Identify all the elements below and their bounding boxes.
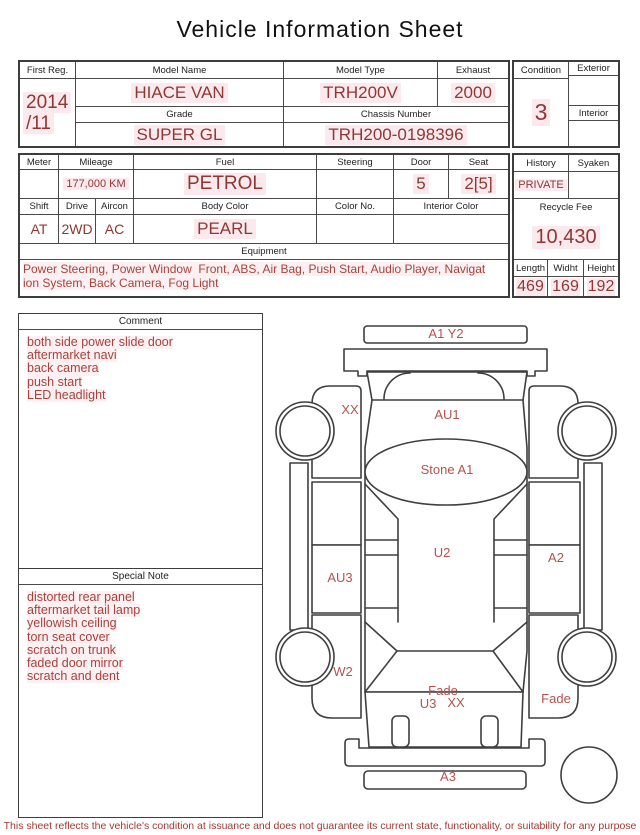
width-label: Widht [548, 260, 584, 277]
interior-color-value [394, 215, 508, 244]
page-title: Vehicle Information Sheet [176, 16, 464, 42]
body-color-value: PEARL [134, 215, 317, 244]
interior-value [569, 121, 618, 146]
list-item: faded door mirror [27, 656, 123, 671]
door-value: 5 [394, 170, 449, 199]
list-item: scratch and dent [27, 669, 120, 684]
steering-value [317, 170, 394, 199]
comment-box [18, 313, 263, 570]
diagram-label-front-bar: A1 Y2 [428, 326, 464, 341]
list-item: Power Steering, Power Window Front, ABS, Air Bag, Push Start, Audio Player, Navigat [23, 262, 486, 276]
model-type-value: TRH200V [284, 79, 438, 107]
mileage-label: Mileage [59, 155, 134, 170]
chassis-number-value: TRH200-0198396 [284, 123, 508, 146]
seat-label: Seat [449, 155, 508, 170]
list-item: LED headlight [27, 387, 106, 402]
comment-list [19, 330, 262, 408]
exterior-label: Exterior [569, 62, 618, 76]
grade-value: SUPER GL [76, 123, 284, 146]
first-reg-label: First Reg. [20, 62, 76, 79]
exterior-value [569, 76, 618, 106]
exhaust-value: 2000 [438, 79, 508, 107]
list-item: yellowish ceiling [27, 616, 117, 631]
condition-value: 3 [514, 79, 569, 146]
specs-table [18, 153, 510, 298]
fuel-value: PETROL [134, 170, 317, 199]
diagram-label-w2: W2 [333, 664, 353, 679]
length-value: 469 [514, 277, 548, 296]
special-note-label: Special Note [19, 569, 262, 585]
condition-label: Condition [514, 62, 569, 79]
color-no-label: Color No. [317, 199, 394, 215]
model-identification-table [18, 60, 510, 148]
syaken-value [569, 172, 618, 199]
interior-label: Interior [569, 106, 618, 121]
diagram-label-a2: A2 [548, 550, 564, 565]
length-label: Length [514, 260, 548, 277]
diagram-label-stone-a1: Stone A1 [420, 462, 474, 477]
door-label: Door [394, 155, 449, 170]
first-reg-year: 2014 [23, 92, 71, 113]
diagram-label-rear-fade: Fade [428, 683, 458, 698]
meter-value [20, 170, 59, 199]
list-item: back camera [27, 361, 99, 376]
recycle-fee-value: 10,430 [514, 215, 618, 260]
disclaimer-text: This sheet reflects the vehicle's condition at issuance and does not guarantee its current state, functionality, or suitability for any purpose [3, 820, 637, 832]
shift-value: AT [20, 215, 59, 244]
steering-label: Steering [317, 155, 394, 170]
list-item: push start [27, 374, 82, 389]
first-reg-month: /11 [23, 113, 54, 134]
seat-value: 2[5] [449, 170, 508, 199]
list-item: aftermarket tail lamp [27, 603, 141, 618]
model-name-value: HIACE VAN [76, 79, 284, 107]
history-value: PRIVATE [514, 172, 569, 199]
first-reg-value [20, 79, 76, 146]
fuel-label: Fuel [134, 155, 317, 170]
equipment-value [20, 260, 508, 296]
history-label: History [514, 155, 569, 172]
body-color-label: Body Color [134, 199, 317, 215]
drive-value: 2WD [59, 215, 96, 244]
shift-label: Shift [20, 199, 59, 215]
condition-table [512, 60, 620, 148]
meter-label: Meter [20, 155, 59, 170]
list-item: aftermarket navi [27, 348, 117, 363]
aircon-value: AC [96, 215, 134, 244]
diagram-label-au3: AU3 [327, 570, 353, 585]
recycle-fee-label: Recycle Fee [539, 201, 593, 213]
diagram-label-right-fade: Fade [541, 691, 571, 706]
special-note-box [18, 568, 263, 818]
comment-label: Comment [19, 314, 262, 330]
diagram-label-u3: U3 [419, 696, 437, 711]
vehicle-diagram [265, 305, 640, 830]
model-name-label: Model Name [76, 62, 284, 79]
diagram-label-rear-xx: XX [447, 695, 465, 710]
diagram-label-a3: A3 [440, 769, 456, 784]
equipment-label: Equipment [20, 244, 508, 260]
special-note-list [19, 585, 262, 689]
diagram-label-u2: U2 [433, 545, 451, 560]
mileage-value: 177,000 KM [59, 170, 134, 199]
model-type-label: Model Type [284, 62, 438, 79]
color-no-value [317, 215, 394, 244]
list-item: distorted rear panel [27, 590, 135, 604]
syaken-label: Syaken [569, 155, 618, 172]
grade-label: Grade [76, 107, 284, 123]
list-item: torn seat cover [27, 629, 110, 644]
width-value: 169 [548, 277, 584, 296]
exhaust-label: Exhaust [438, 62, 508, 79]
history-table [512, 153, 620, 298]
interior-color-label: Interior Color [394, 199, 508, 215]
list-item: ion System, Back Camera, Fog Light [23, 276, 219, 290]
diagram-label-au1: AU1 [434, 407, 460, 422]
list-item: both side power slide door [27, 335, 173, 349]
height-value: 192 [587, 277, 615, 295]
chassis-number-label: Chassis Number [284, 107, 508, 123]
diagram-label-front-left-xx: XX [341, 402, 359, 417]
height-label: Height [584, 260, 618, 277]
list-item: scratch on trunk [27, 642, 116, 657]
drive-label: Drive [59, 199, 96, 215]
aircon-label: Aircon [96, 199, 134, 215]
